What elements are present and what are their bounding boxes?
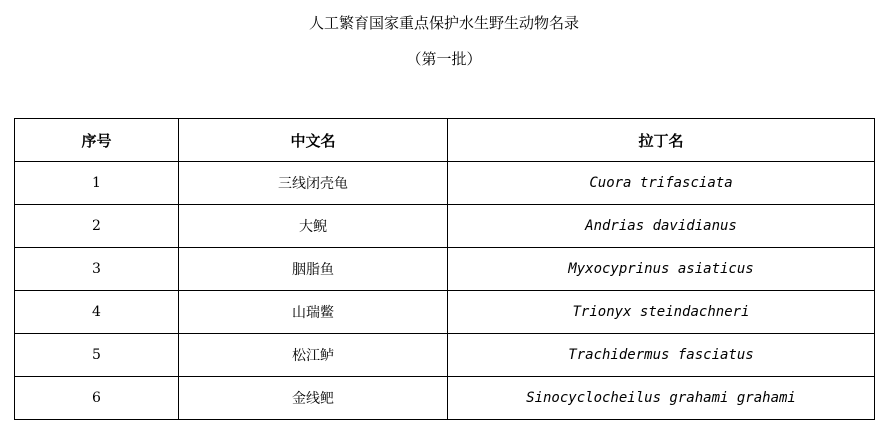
row-latin-name: Trachidermus fasciatus [448, 334, 875, 377]
header-number: 序号 [15, 119, 179, 162]
row-latin-name: Myxocyprinus asiaticus [448, 248, 875, 291]
row-latin-name: Sinocyclocheilus grahami grahami [448, 377, 875, 420]
document-title: 人工繁育国家重点保护水生野生动物名录 [308, 14, 579, 32]
table-row [15, 334, 875, 377]
table-row [15, 291, 875, 334]
row-chinese-name: 金线鲃 [179, 377, 448, 420]
row-chinese-name: 松江鲈 [179, 334, 448, 377]
row-number: 4 [15, 291, 179, 334]
row-latin-name: Andrias davidianus [448, 205, 875, 248]
document-subtitle: （第一批） [406, 50, 482, 68]
table-header-row [15, 119, 875, 162]
table-row [15, 248, 875, 291]
row-chinese-name: 三线闭壳龟 [179, 162, 448, 205]
row-latin-name: Trionyx steindachneri [448, 291, 875, 334]
header-chinese-name: 中文名 [179, 119, 448, 162]
row-chinese-name: 胭脂鱼 [179, 248, 448, 291]
row-chinese-name: 大鲵 [179, 205, 448, 248]
species-table [14, 118, 875, 420]
row-number: 1 [15, 162, 179, 205]
row-chinese-name: 山瑞鳖 [179, 291, 448, 334]
table-row [15, 162, 875, 205]
row-number: 6 [15, 377, 179, 420]
row-number: 3 [15, 248, 179, 291]
table-row [15, 205, 875, 248]
row-latin-name: Cuora trifasciata [448, 162, 875, 205]
row-number: 2 [15, 205, 179, 248]
table-row [15, 377, 875, 420]
row-number: 5 [15, 334, 179, 377]
header-latin-name: 拉丁名 [448, 119, 875, 162]
